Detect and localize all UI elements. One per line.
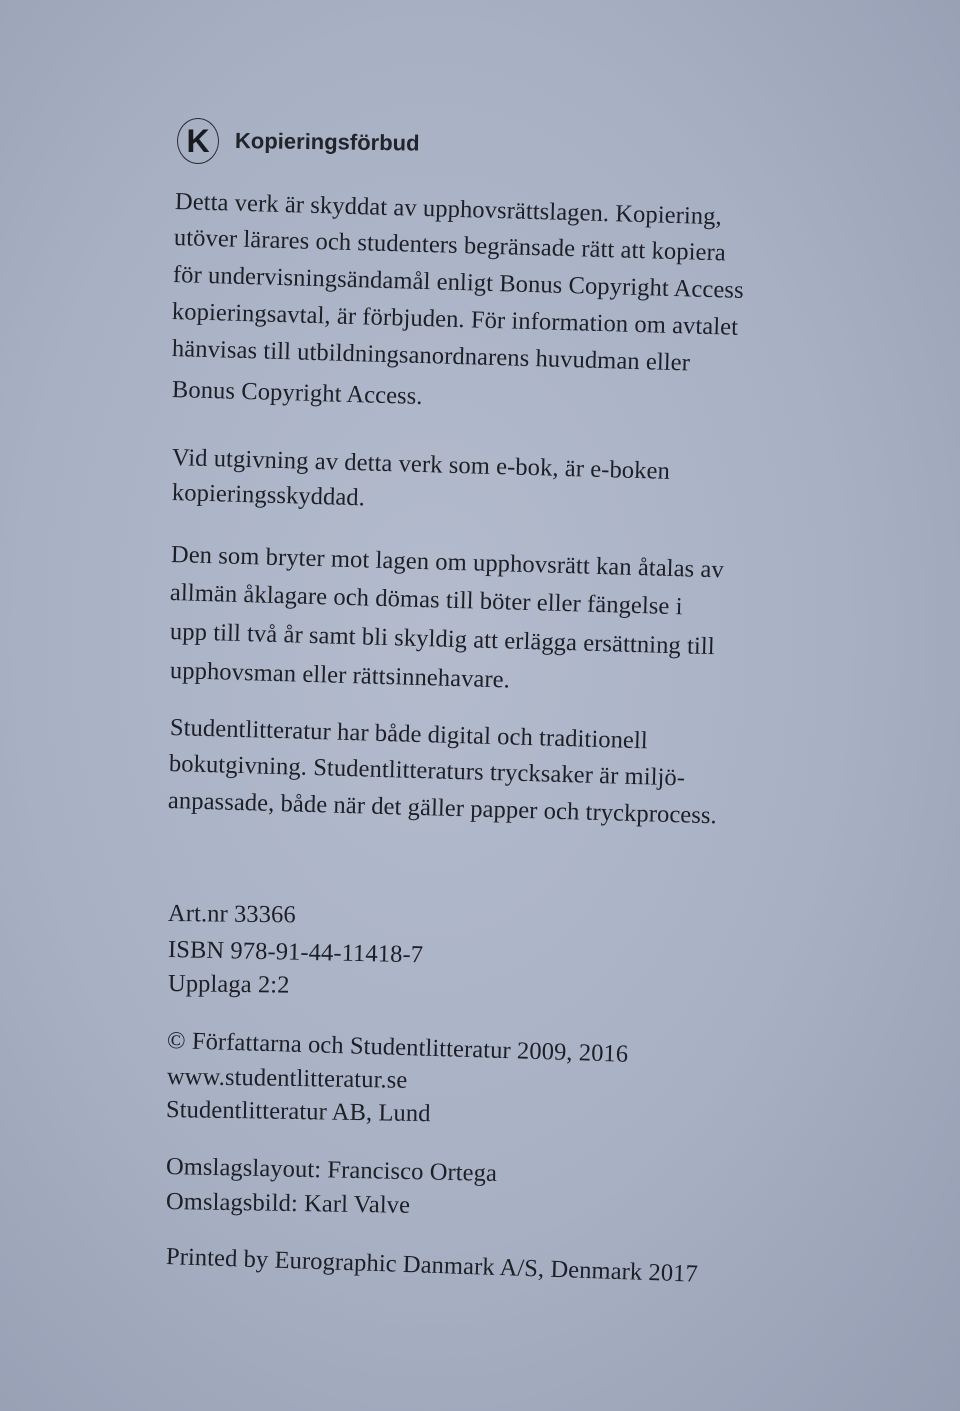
cover-image-credit: Omslagsbild: Karl Valve [165, 1188, 411, 1219]
upplaga: Upplaga 2:2 [167, 970, 290, 999]
paragraph-1-line-5: hänvisas till utbildningsanordnarens huvudman eller [171, 335, 691, 377]
art-nr: Art.nr 33366 [167, 900, 296, 929]
paragraph-1-line-6: Bonus Copyright Access. [171, 376, 423, 410]
heading-title: Kopieringsförbud [234, 128, 420, 156]
paragraph-3-line-2: allmän åklagare och dömas till böter eller fängelse i [169, 579, 683, 621]
paragraph-1-line-1: Detta verk är skyddat av upphovsrättslagen. Kopiering, [174, 188, 723, 231]
paragraph-2-line-2: kopieringsskyddad. [171, 479, 366, 512]
paragraph-3-line-1: Den som bryter mot lagen om upphovsrätt kan åtalas av [170, 541, 725, 584]
printer-credit: Printed by Eurographic Danmark A/S, Denmark 2017 [165, 1243, 699, 1288]
paragraph-1-line-4: kopieringsavtal, är förbjuden. För information om avtalet [171, 298, 739, 341]
kopieringsforbud-logo-icon: K [177, 118, 219, 164]
paragraph-1-line-3: för undervisningsändamål enligt Bonus Copyright Access [172, 261, 745, 304]
copyright-notice: © Författarna och Studentlitteratur 2009, 2016 [166, 1027, 629, 1068]
paragraph-3-line-4: upphovsman eller rättsinnehavare. [169, 657, 511, 694]
paragraph-2-line-1: Vid utgivning av detta verk som e-bok, är e-boken [171, 444, 671, 485]
paragraph-4-line-1: Studentlitteratur har både digital och traditionell [169, 714, 649, 755]
isbn: ISBN 978-91-44-11418-7 [167, 936, 424, 969]
paragraph-1-line-2: utöver lärares och studenters begränsade rätt att kopiera [173, 224, 727, 267]
website-url: www.studentlitteratur.se [166, 1063, 408, 1094]
paragraph-4-line-2: bokutgivning. Studentlitteraturs trycksaker är miljö- [168, 750, 686, 792]
paragraph-4-line-3: anpassade, både när det gäller papper och tryckprocess. [167, 787, 718, 830]
cover-layout-credit: Omslagslayout: Francisco Ortega [165, 1153, 498, 1187]
publisher: Studentlitteratur AB, Lund [165, 1096, 431, 1128]
paragraph-3-line-3: upp till två år samt bli skyldig att erlägga ersättning till [169, 618, 716, 661]
